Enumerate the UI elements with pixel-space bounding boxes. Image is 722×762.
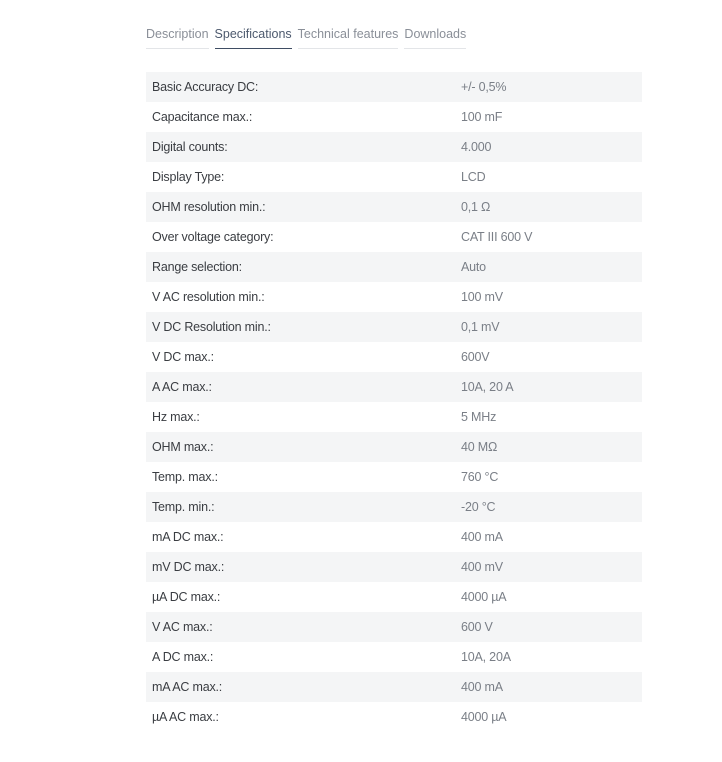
spec-value: 10A, 20 A xyxy=(461,380,514,394)
product-tabs xyxy=(146,26,472,49)
tab-downloads[interactable]: Downloads xyxy=(404,26,466,49)
spec-label: mV DC max.: xyxy=(152,560,225,574)
spec-value: 10A, 20A xyxy=(461,650,511,664)
spec-label: A AC max.: xyxy=(152,380,212,394)
spec-row xyxy=(146,702,642,732)
spec-label: A DC max.: xyxy=(152,650,214,664)
spec-value: Auto xyxy=(461,260,486,274)
spec-label: Display Type: xyxy=(152,170,225,184)
spec-label: Temp. min.: xyxy=(152,500,215,514)
spec-row xyxy=(146,552,642,582)
spec-value: 760 °C xyxy=(461,470,499,484)
spec-label: Digital counts: xyxy=(152,140,228,154)
spec-label: V DC max.: xyxy=(152,350,214,364)
spec-label: OHM max.: xyxy=(152,440,214,454)
spec-value: 400 mV xyxy=(461,560,503,574)
spec-label: V AC max.: xyxy=(152,620,213,634)
spec-row xyxy=(146,342,642,372)
spec-row xyxy=(146,582,642,612)
spec-row xyxy=(146,402,642,432)
spec-row xyxy=(146,462,642,492)
spec-value: LCD xyxy=(461,170,486,184)
spec-label: V DC Resolution min.: xyxy=(152,320,271,334)
tab-technical-features[interactable]: Technical features xyxy=(298,26,399,49)
spec-label: mA DC max.: xyxy=(152,530,224,544)
spec-value: -20 °C xyxy=(461,500,496,514)
spec-value: 400 mA xyxy=(461,530,503,544)
spec-label: Basic Accuracy DC: xyxy=(152,80,259,94)
spec-row xyxy=(146,102,642,132)
spec-label: V AC resolution min.: xyxy=(152,290,265,304)
spec-label: µA DC max.: xyxy=(152,590,221,604)
spec-row xyxy=(146,252,642,282)
spec-row xyxy=(146,372,642,402)
tab-description[interactable]: Description xyxy=(146,26,209,49)
spec-row xyxy=(146,432,642,462)
spec-label: Range selection: xyxy=(152,260,242,274)
spec-value: 4000 µA xyxy=(461,710,507,724)
spec-row xyxy=(146,72,642,102)
spec-row xyxy=(146,192,642,222)
specifications-table xyxy=(146,72,642,732)
spec-row xyxy=(146,492,642,522)
spec-label: µA AC max.: xyxy=(152,710,219,724)
spec-value: 4000 µA xyxy=(461,590,507,604)
tab-specifications[interactable]: Specifications xyxy=(215,26,292,49)
spec-row xyxy=(146,612,642,642)
spec-value: 100 mF xyxy=(461,110,503,124)
spec-row xyxy=(146,522,642,552)
spec-value: 400 mA xyxy=(461,680,503,694)
spec-value: +/- 0,5% xyxy=(461,80,507,94)
spec-value: 5 MHz xyxy=(461,410,497,424)
spec-row xyxy=(146,312,642,342)
spec-value: 0,1 Ω xyxy=(461,200,491,214)
spec-label: Over voltage category: xyxy=(152,230,274,244)
spec-label: Capacitance max.: xyxy=(152,110,253,124)
spec-value: 600 V xyxy=(461,620,493,634)
spec-row xyxy=(146,642,642,672)
spec-label: OHM resolution min.: xyxy=(152,200,266,214)
spec-label: mA AC max.: xyxy=(152,680,223,694)
spec-value: 4.000 xyxy=(461,140,492,154)
spec-row xyxy=(146,282,642,312)
spec-row xyxy=(146,672,642,702)
spec-row xyxy=(146,162,642,192)
spec-value: 0,1 mV xyxy=(461,320,500,334)
spec-value: 100 mV xyxy=(461,290,503,304)
spec-value: 600V xyxy=(461,350,490,364)
spec-label: Temp. max.: xyxy=(152,470,218,484)
spec-value: 40 MΩ xyxy=(461,440,498,454)
spec-row xyxy=(146,222,642,252)
spec-label: Hz max.: xyxy=(152,410,200,424)
spec-row xyxy=(146,132,642,162)
spec-value: CAT III 600 V xyxy=(461,230,533,244)
